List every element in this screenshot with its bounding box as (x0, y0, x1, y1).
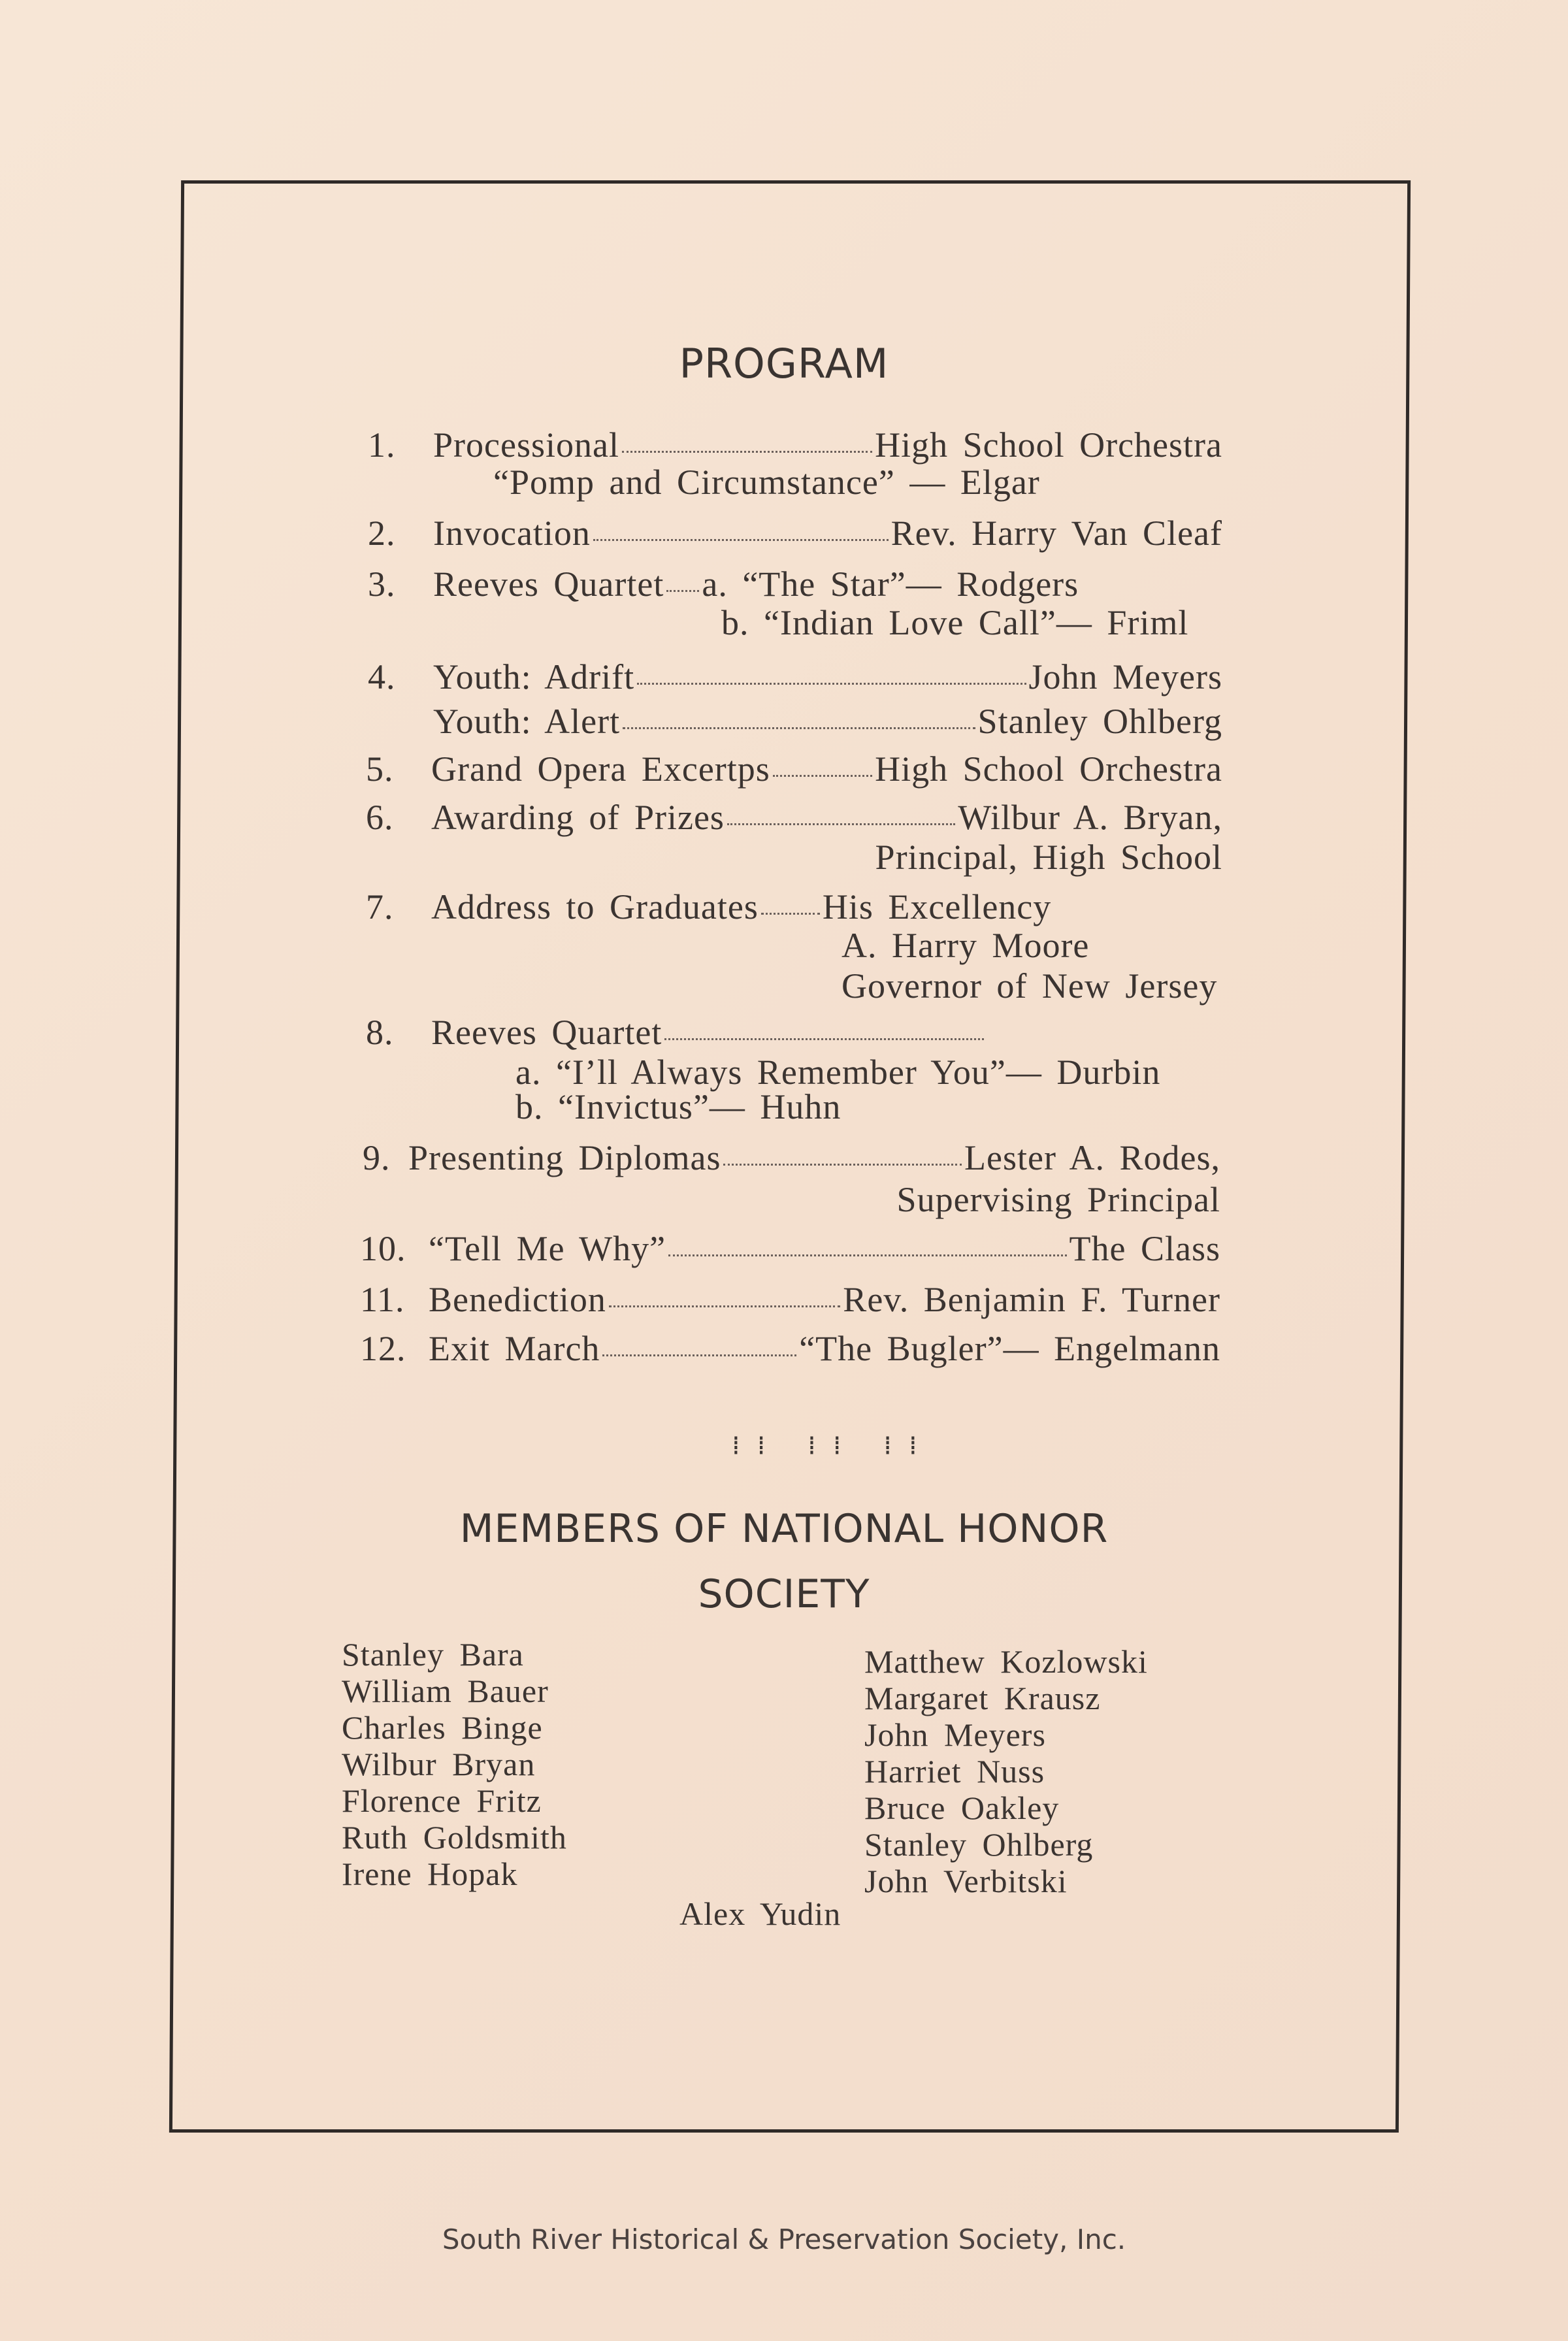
item-performer: Rev. Harry Van Cleaf (890, 514, 1222, 553)
item-subline: Governor of New Jersey (841, 966, 1218, 1006)
dotted-leader (668, 1254, 1066, 1256)
item-label: Benediction (429, 1280, 606, 1319)
dotted-leader (602, 1354, 796, 1356)
honor-name: Wilbur Bryan (342, 1746, 536, 1782)
item-performer: Rev. Benjamin F. Turner (843, 1280, 1220, 1319)
program-item (366, 749, 1222, 789)
item-number: 1. (368, 425, 396, 465)
item-label: “Tell Me Why” (429, 1229, 666, 1268)
item-subline: Principal, High School (875, 838, 1222, 877)
dotted-leader (727, 823, 955, 825)
dotted-leader (761, 913, 820, 915)
item-number: 10. (360, 1229, 406, 1268)
dotted-leader (609, 1305, 840, 1307)
honor-name: William Bauer (342, 1673, 549, 1709)
honor-name: Irene Hopak (342, 1856, 518, 1892)
program-item (360, 1328, 1220, 1369)
item-subline: A. Harry Moore (841, 926, 1090, 965)
item-number: 12. (360, 1329, 406, 1368)
item-label: Grand Opera Excertps (431, 749, 770, 789)
footer-credit: South River Historical & Preservation Society, Inc. (442, 2223, 1126, 2255)
item-number: 11. (360, 1280, 405, 1319)
honor-name: Alex Yudin (679, 1895, 841, 1932)
item-subline: a. “I’ll Always Remember You”— Durbin (515, 1053, 1161, 1092)
item-number: 6. (366, 798, 394, 837)
item-label: Invocation (433, 514, 591, 553)
item-performer: Lester A. Rodes, (964, 1138, 1220, 1177)
item-number: 8. (366, 1013, 394, 1052)
honor-name: Matthew Kozlowski (864, 1643, 1148, 1680)
dotted-leader (637, 683, 1026, 685)
item-label: Processional (433, 425, 619, 465)
program-item (366, 797, 1222, 838)
item-number: 2. (368, 514, 396, 553)
honor-name: Stanley Ohlberg (864, 1826, 1094, 1863)
item-performer: Wilbur A. Bryan, (958, 798, 1222, 837)
program-item (368, 564, 1126, 604)
item-performer: a. “The Star”— Rodgers (702, 565, 1079, 604)
item-number: 5. (366, 749, 394, 789)
dotted-leader (666, 590, 699, 592)
honor-name: John Verbitski (864, 1863, 1068, 1899)
item-subline: b. “Invictus”— Huhn (515, 1087, 841, 1126)
item-label: Awarding of Prizes (431, 798, 725, 837)
honor-name: Stanley Bara (342, 1636, 524, 1673)
program-item (368, 701, 1222, 742)
program-item (368, 425, 1222, 465)
program-item (366, 1012, 987, 1053)
dotted-leader (593, 539, 889, 541)
dotted-leader (622, 451, 872, 453)
item-performer: Stanley Ohlberg (977, 702, 1222, 741)
item-number: 7. (366, 887, 394, 926)
ornament-divider: ⁞⁞ ⁞⁞ ⁞⁞ (732, 1431, 934, 1461)
item-performer: High School Orchestra (875, 425, 1222, 465)
program-item (363, 1138, 1220, 1178)
program-item (360, 1279, 1220, 1320)
item-subline: b. “Indian Love Call”— Friml (721, 603, 1189, 642)
item-label: Reeves Quartet (433, 565, 664, 604)
dotted-leader (623, 727, 975, 729)
dotted-leader (723, 1164, 962, 1166)
item-performer: The Class (1069, 1229, 1220, 1268)
item-label: Youth: Alert (433, 702, 621, 741)
program-item (360, 1228, 1220, 1269)
item-number: 3. (368, 565, 396, 604)
dotted-leader (664, 1038, 984, 1040)
honor-name: Margaret Krausz (864, 1680, 1101, 1716)
program-item (368, 657, 1222, 697)
item-subline: Supervising Principal (896, 1180, 1220, 1219)
honor-name: Charles Binge (342, 1709, 543, 1746)
item-label: Presenting Diplomas (408, 1138, 721, 1177)
program-title: PROGRAM (679, 340, 889, 387)
dotted-leader (773, 775, 872, 777)
item-performer: His Excellency (822, 887, 1052, 926)
item-label: Youth: Adrift (433, 657, 635, 696)
item-label: Address to Graduates (431, 887, 759, 926)
honor-name: Ruth Goldsmith (342, 1819, 567, 1856)
item-performer: “The Bugler”— Engelmann (799, 1329, 1220, 1368)
item-performer: High School Orchestra (875, 749, 1222, 789)
honor-name: Bruce Oakley (864, 1790, 1060, 1826)
honor-name: Florence Fritz (342, 1782, 542, 1819)
item-performer: John Meyers (1028, 657, 1222, 696)
item-number: 4. (368, 657, 396, 696)
honor-title-line2: SOCIETY (698, 1571, 870, 1617)
item-label: Reeves Quartet (431, 1013, 662, 1052)
item-subline: “Pomp and Circumstance” — Elgar (493, 463, 1040, 502)
program-item (366, 887, 1085, 927)
honor-title-line1: MEMBERS OF NATIONAL HONOR (459, 1506, 1109, 1552)
item-number: 9. (363, 1138, 391, 1177)
program-item (368, 513, 1222, 553)
honor-name: John Meyers (864, 1716, 1046, 1753)
honor-name: Harriet Nuss (864, 1753, 1045, 1790)
item-label: Exit March (429, 1329, 600, 1368)
